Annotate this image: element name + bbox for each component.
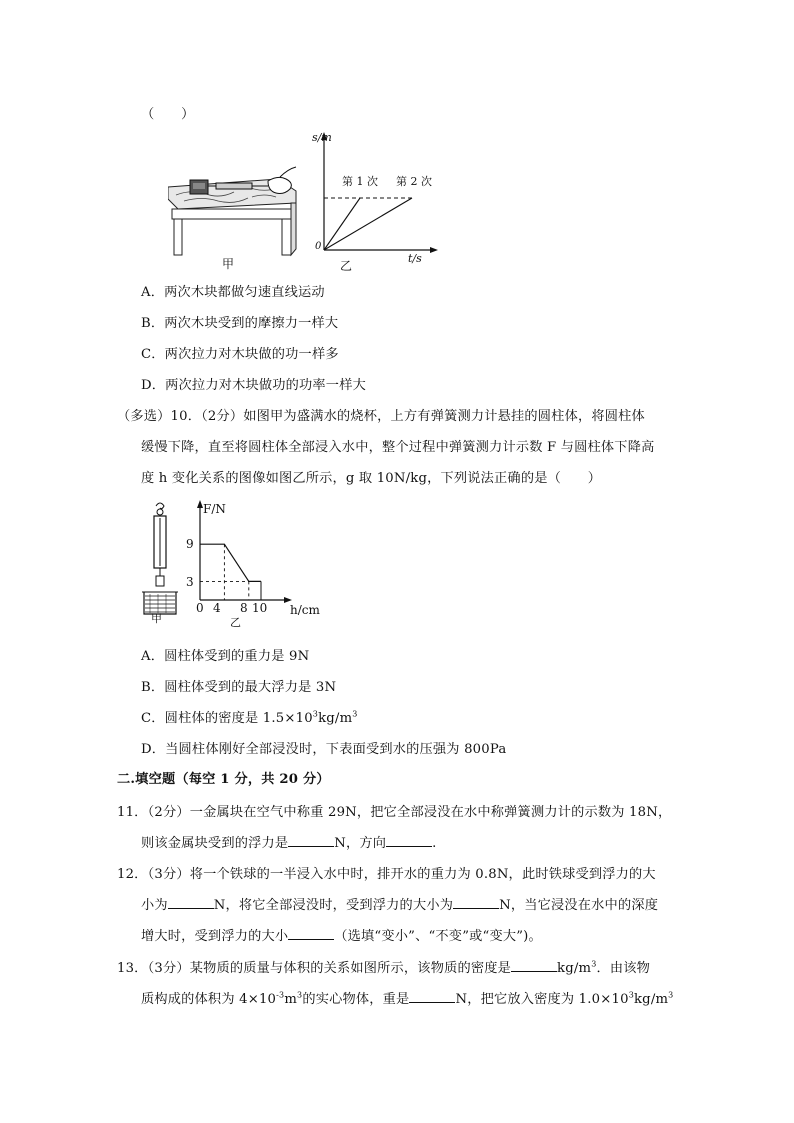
q10-line2: 缓慢下降，直至将圆柱体全部浸入水中，整个过程中弹簧测力计示数 F 与圆柱体下降高 bbox=[141, 440, 655, 455]
q9-first-label: 第 1 次 bbox=[342, 175, 378, 188]
q12-blank-3[interactable] bbox=[288, 927, 334, 940]
q10-option-a: A．圆柱体受到的重力是 9N bbox=[141, 649, 310, 664]
q11-line1: 11．（2分）一金属块在空气中称重 29N，把它全部浸没在水中称弹簧测力计的示数为 18N， bbox=[117, 805, 672, 820]
q12-blank-1[interactable] bbox=[168, 896, 214, 909]
q10-xtick-4: 4 bbox=[213, 601, 221, 615]
q10-fig-yi-label: 乙 bbox=[230, 616, 241, 629]
q10-ytick-3: 3 bbox=[186, 575, 194, 589]
q10-xtick-10: 10 bbox=[252, 601, 268, 615]
q10-option-c: C．圆柱体的密度是 $1.5\times 10^3kg/m^3$ bbox=[141, 709, 358, 726]
q12-line2: 小为 N，将它全部浸没时，受到浮力的大小为 N，当它浸没在水中的深度 bbox=[141, 898, 659, 913]
q9-y-axis-label: s/m bbox=[312, 131, 332, 144]
q11-blank-1[interactable] bbox=[288, 834, 334, 847]
q10-ytick-9: 9 bbox=[186, 537, 194, 551]
q9-x-axis-label: t/s bbox=[408, 252, 422, 265]
section2-title: 二.填空题（每空 1 分，共 20 分） bbox=[117, 772, 330, 787]
q12-line3: 增大时，受到浮力的大小 （选填“变小”、“不变”或“变大”)。 bbox=[141, 929, 542, 944]
q9-option-d: D．两次拉力对木块做功的功率一样大 bbox=[141, 378, 366, 393]
q10-figure-jia bbox=[140, 500, 180, 620]
q12-blank-2[interactable] bbox=[453, 896, 499, 909]
q10-chart-xlabel: h/cm bbox=[290, 603, 320, 617]
q9-option-a: A．两次木块都做匀速直线运动 bbox=[141, 285, 325, 300]
q9-fig-jia-label: 甲 bbox=[222, 257, 235, 271]
q13-line1: 13．（3分）某物质的质量与体积的关系如图所示，该物质的密度是 $kg/m^3$．由该物 bbox=[117, 959, 651, 976]
q9-line-first bbox=[324, 198, 360, 250]
q13-blank-2[interactable] bbox=[409, 990, 455, 1003]
q9-fig-yi-label: 乙 bbox=[340, 259, 353, 273]
q10-xtick-8: 8 bbox=[240, 601, 248, 615]
q10-option-b: B．圆柱体受到的最大浮力是 3N bbox=[141, 680, 337, 695]
q10-fig-jia-label: 甲 bbox=[151, 612, 162, 625]
q11-line2: 则该金属块受到的浮力是 N，方向 . bbox=[141, 836, 437, 851]
q9-figure-jia bbox=[168, 165, 308, 270]
q9-origin-label: 0 bbox=[315, 241, 322, 252]
q10-line1: （多选）10．（2分）如图甲为盛满水的烧杯，上方有弹簧测力计悬挂的圆柱体，将圆柱体 bbox=[117, 409, 645, 424]
q10-line3: 度 h 变化关系的图像如图乙所示，g 取 10N/kg，下列说法正确的是（ ） bbox=[141, 471, 602, 486]
q9-option-c: C．两次拉力对木块做的功一样多 bbox=[141, 347, 339, 362]
q13-blank-1[interactable] bbox=[511, 959, 557, 972]
q13-line2: 质构成的体积为 $4\times 10^{-3}m^3$的实心物体，重是 N，把它放入密度为 $1.0\times 10^3kg/m^3$ bbox=[141, 990, 674, 1007]
q10-chart-ylabel: F/N bbox=[203, 502, 226, 516]
q10-xtick-0: 0 bbox=[196, 601, 204, 615]
q11-blank-2[interactable] bbox=[386, 834, 432, 847]
q10-option-d: D．当圆柱体刚好全部浸没时，下表面受到水的压强为 800Pa bbox=[141, 742, 507, 757]
q12-line1: 12．（3分）将一个铁球的一半浸入水中时，排开水的重力为 0.8N，此时铁球受到浮力的大 bbox=[117, 867, 656, 882]
q9-second-label: 第 2 次 bbox=[396, 175, 432, 188]
q9-option-b: B．两次木块受到的摩擦力一样大 bbox=[141, 316, 339, 331]
series-line bbox=[200, 544, 261, 581]
q9-answer-paren: （ ） bbox=[141, 107, 195, 122]
q9-line-second bbox=[324, 198, 412, 250]
